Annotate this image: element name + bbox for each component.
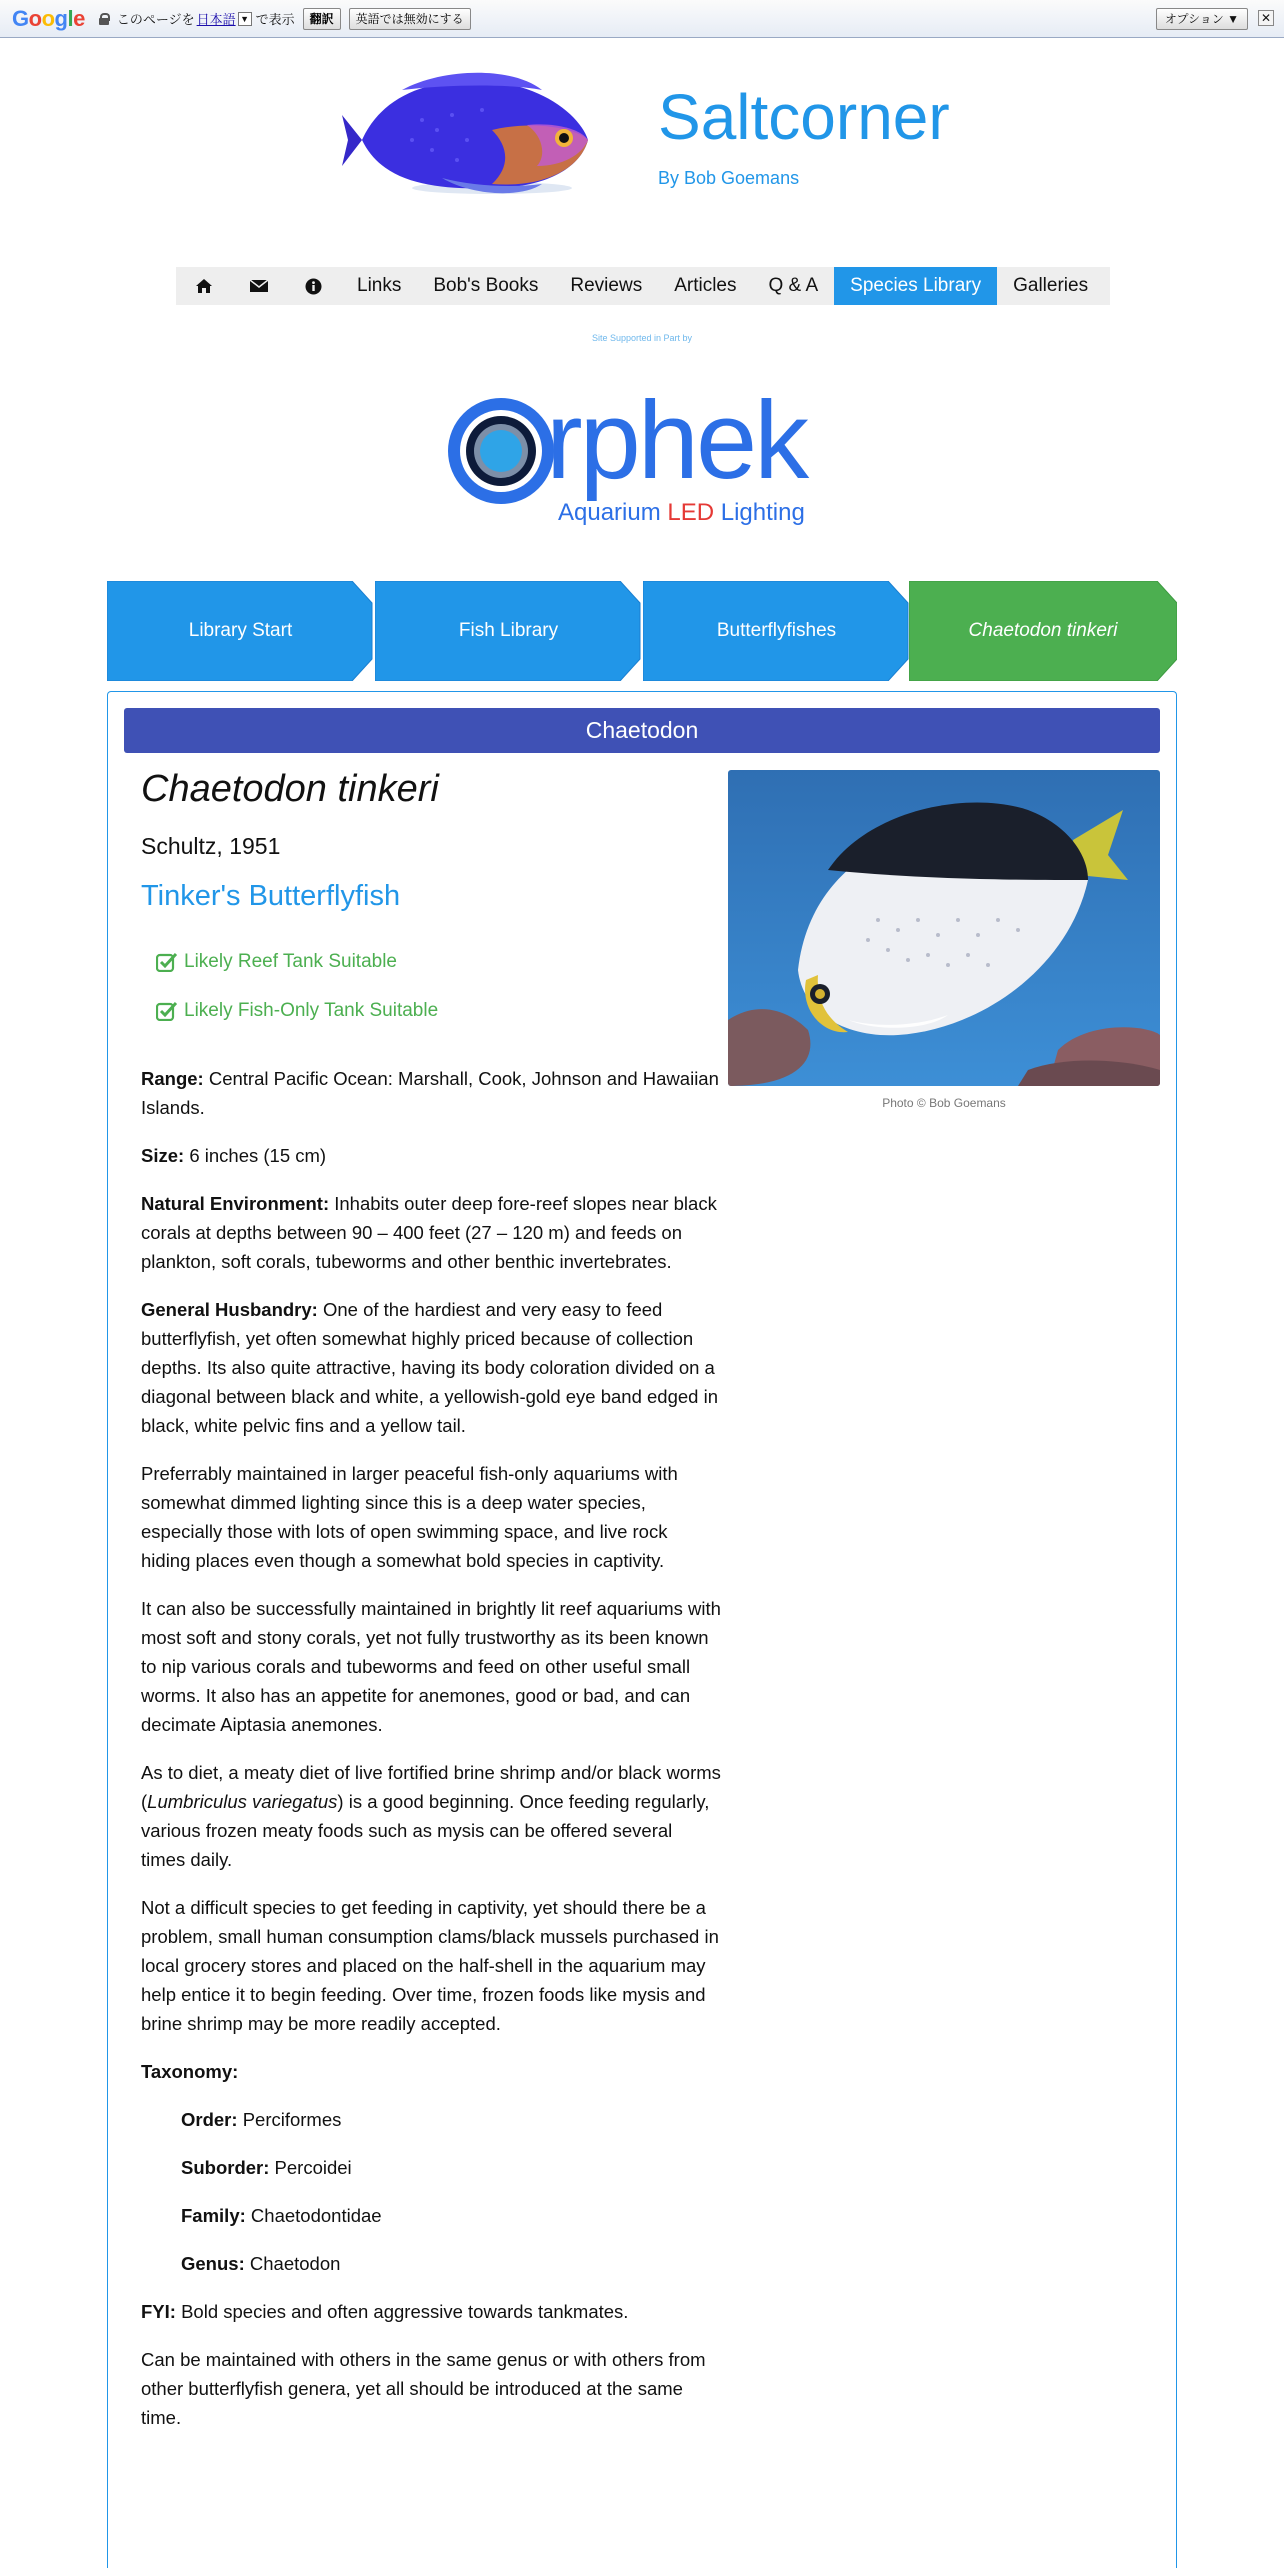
species-panel xyxy=(107,691,1177,2568)
diet-paragraph xyxy=(141,1758,721,1874)
size-paragraph xyxy=(141,1141,721,1170)
nav-qa[interactable]: Q & A xyxy=(768,275,819,296)
taxonomy-value: Perciformes xyxy=(242,2109,342,2130)
crumb-label: Library Start xyxy=(188,620,293,641)
orphek-ring-icon xyxy=(446,395,556,507)
lock-icon xyxy=(99,13,109,25)
taxonomy-key: Genus: xyxy=(181,2253,245,2274)
site-subtitle: By Bob Goemans xyxy=(658,168,800,188)
crumb-label: Chaetodon tinkeri xyxy=(968,620,1118,641)
size-label: Size: xyxy=(141,1145,185,1166)
range-label: Range: xyxy=(141,1068,204,1089)
nav-about[interactable] xyxy=(286,267,341,305)
reef-suitable-label: Likely Reef Tank Suitable xyxy=(184,951,397,972)
reef-paragraph: It can also be successfully maintained in brightly lit reef aquariums with most soft and stony corals, yet not fully trustworthy as its been known to nip various corals and tubeworms and feed on other useful small worms. It also has an appetite for anemones, good or bad, and can decimate Aiptasia anemones. xyxy=(141,1598,721,1735)
diet-species-name: Lumbriculus variegatus xyxy=(147,1791,338,1812)
range-paragraph xyxy=(141,1064,721,1122)
site-title[interactable]: Saltcorner xyxy=(658,81,950,153)
taxonomy-suborder xyxy=(141,2153,721,2182)
diet-text-pre: As to diet, a meaty diet of live fortified brine shrimp and/or black worms ( xyxy=(141,1762,721,1812)
fish-logo-image xyxy=(342,70,610,200)
nav-articles[interactable]: Articles xyxy=(674,275,737,296)
size-text: 6 inches (15 cm) xyxy=(189,1145,327,1166)
translate-prefix: このページを xyxy=(116,12,195,27)
taxonomy-key: Order: xyxy=(181,2109,238,2130)
taxonomy-value: Chaetodon xyxy=(249,2253,341,2274)
common-name: Tinker's Butterflyfish xyxy=(141,880,401,912)
fyi-paragraph xyxy=(141,2297,721,2326)
husbandry-label: General Husbandry: xyxy=(141,1299,318,1320)
check-square-icon xyxy=(156,952,178,972)
translate-bar xyxy=(0,0,1284,38)
nav-reviews[interactable]: Reviews xyxy=(570,275,643,296)
fyi-text: Bold species and often aggressive towards tankmates. xyxy=(181,2301,629,2322)
translate-button[interactable]: 翻訳 xyxy=(303,8,341,30)
scientific-name: Chaetodon tinkeri xyxy=(141,768,439,810)
language-select[interactable]: 日本語 xyxy=(196,12,236,27)
taxonomy-value: Chaetodontidae xyxy=(250,2205,382,2226)
range-text: Central Pacific Ocean: Marshall, Cook, Johnson and Hawaiian Islands. xyxy=(141,1068,719,1118)
nav-books[interactable]: Bob's Books xyxy=(433,275,539,296)
taxonomy-family xyxy=(141,2201,721,2230)
taxonomy-genus xyxy=(141,2249,721,2278)
nav-galleries[interactable]: Galleries xyxy=(1013,275,1089,296)
species-author: Schultz, 1951 xyxy=(141,833,281,859)
crumb-library-start[interactable] xyxy=(107,581,374,681)
taxonomy-key: Suborder: xyxy=(181,2157,270,2178)
taxonomy-heading xyxy=(141,2057,721,2086)
envelope-icon xyxy=(250,279,268,293)
crumb-butterflyfishes[interactable] xyxy=(643,581,910,681)
taxonomy-value: Percoidei xyxy=(274,2157,352,2178)
environment-paragraph xyxy=(141,1189,721,1276)
aquarium-paragraph: Preferrably maintained in larger peaceful fish-only aquariums with somewhat dimmed lighting since this is a deep water species, especially those with lots of open swimming space, and live rock hiding places even though a somewhat bold species in captivity. xyxy=(141,1463,678,1571)
tankmates-paragraph: Can be maintained with others in the same genus or with others from other butterflyfish genera, yet all should be introduced at the same time. xyxy=(141,2349,706,2428)
nav-species-library[interactable]: Species Library xyxy=(834,267,997,305)
taxonomy-label: Taxonomy: xyxy=(141,2061,239,2082)
butterflyfish-image xyxy=(728,770,1160,1086)
chevron-down-icon[interactable]: ▼ xyxy=(238,12,252,26)
check-square-icon xyxy=(156,1001,178,1021)
sponsor-note: Site Supported in Part by xyxy=(591,333,693,343)
crumb-label: Butterflyfishes xyxy=(716,620,837,641)
info-icon xyxy=(305,278,322,295)
sponsor-tag-post: Lighting xyxy=(714,499,805,526)
fish-only-suitable-label: Likely Fish-Only Tank Suitable xyxy=(184,1000,439,1021)
sponsor-tagline xyxy=(558,499,805,527)
sponsor-logo[interactable] xyxy=(446,379,818,533)
taxonomy-key: Family: xyxy=(181,2205,246,2226)
nav-home[interactable] xyxy=(176,267,231,305)
species-photo[interactable] xyxy=(728,770,1160,1086)
options-button[interactable]: オプション ▼ xyxy=(1156,8,1248,30)
crumb-label: Fish Library xyxy=(458,620,559,641)
sponsor-wordmark: rphek xyxy=(546,379,807,502)
genus-header: Chaetodon xyxy=(124,708,1160,753)
husbandry-paragraph xyxy=(141,1295,721,1440)
taxonomy-order xyxy=(141,2105,721,2134)
reef-suitable xyxy=(156,949,397,975)
home-icon xyxy=(195,278,213,294)
photo-caption: Photo © Bob Goemans xyxy=(882,1096,1006,1110)
site-logo[interactable] xyxy=(342,70,610,200)
sponsor-tag-pre: Aquarium xyxy=(558,499,668,526)
crumb-fish-library[interactable] xyxy=(375,581,642,681)
nav-links[interactable]: Links xyxy=(357,275,402,296)
breadcrumb xyxy=(107,581,1177,681)
environment-label: Natural Environment: xyxy=(141,1193,330,1214)
species-description xyxy=(141,1064,721,2451)
close-icon[interactable]: ✕ xyxy=(1258,10,1274,26)
fyi-label: FYI: xyxy=(141,2301,176,2322)
translate-suffix: で表示 xyxy=(255,12,295,27)
main-nav xyxy=(176,267,1110,305)
disable-translate-button[interactable]: 英語では無効にする xyxy=(349,8,471,30)
husbandry-text: One of the hardiest and very easy to feed butterflyfish, yet often somewhat highly priced because of collection depths. Its also quite attractive, having its body coloration divided on a diagonal between black and white, a yellowish-gold eye band edged in black, white pelvic fins and a yellow tail. xyxy=(141,1299,718,1436)
diet-text-post: ) is a good beginning. Once feeding regularly, various frozen meaty foods such as mysis can be offered several times daily. xyxy=(141,1791,710,1870)
sponsor-tag-led: LED xyxy=(667,499,715,526)
crumb-current-species xyxy=(909,581,1177,681)
environment-text: Inhabits outer deep fore-reef slopes near black corals at depths between 90 – 400 feet (27 – 120 m) and feeds on plankton, soft corals, tubeworms and other benthic invertebrates. xyxy=(141,1193,717,1272)
feeding-paragraph: Not a difficult species to get feeding in captivity, yet should there be a problem, small human consumption clams/black mussels purchased in local grocery stores and placed on the half-shell in the aquarium may help entice it to begin feeding. Over time, frozen foods like mysis and brine shrimp may be more readily accepted. xyxy=(141,1897,719,2034)
google-logo[interactable]: Google xyxy=(12,5,85,31)
fish-only-suitable xyxy=(156,998,438,1024)
nav-contact[interactable] xyxy=(231,267,286,305)
